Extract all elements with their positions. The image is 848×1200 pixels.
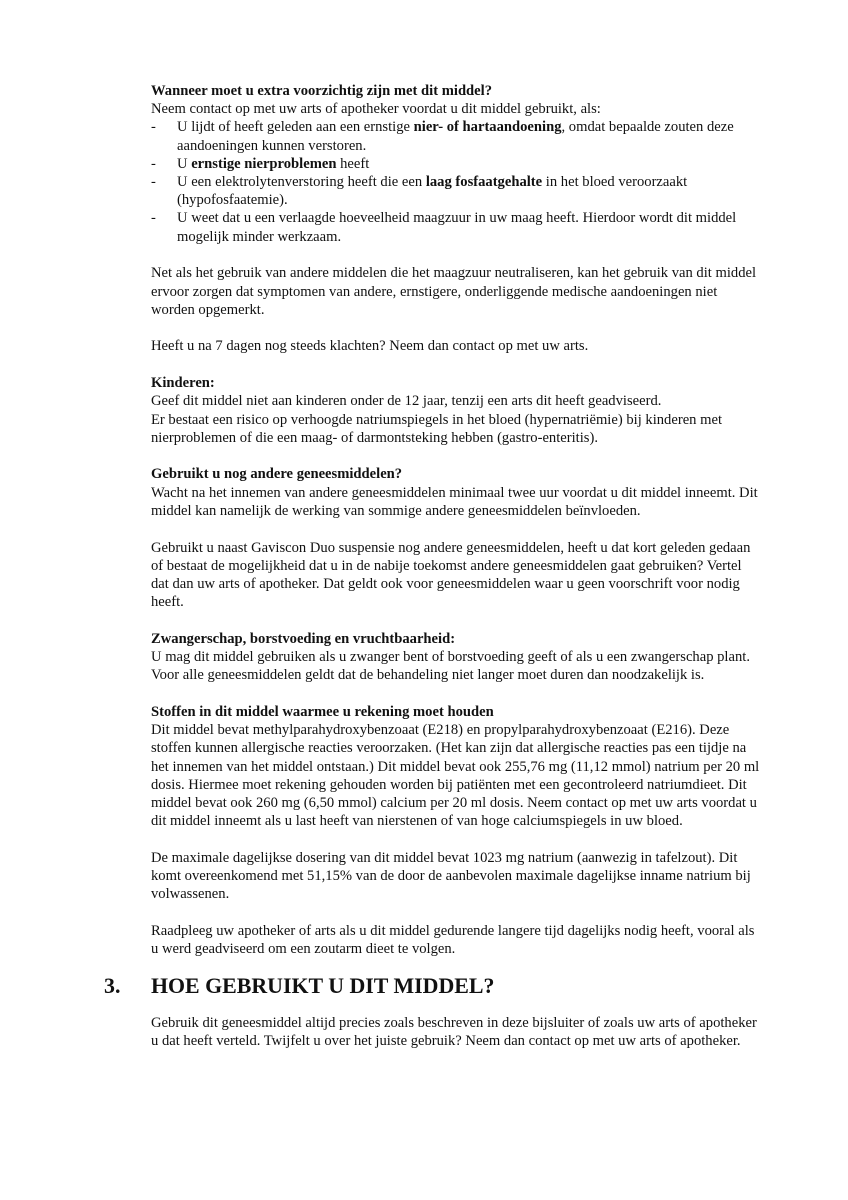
- children-line-age: Geef dit middel niet aan kinderen onder de 12 jaar, tenzij een arts dit heeft geadviseerd.: [151, 393, 662, 410]
- children-line-risk: Er bestaat een risico op verhoogde natriumspiegels in het bloed (hypernatriëmie) bij kinderen met nierproblemen of die een maag- of darmontsteking hebben (gastro-enteritis).: [151, 411, 722, 446]
- section-3-paragraph: Gebruik dit geneesmiddel altijd precies zoals beschreven in deze bijsluiter of zoals uw arts of apotheker u dat heeft verteld. Twijfelt u over het juiste gebruik? Neem dan contact op met uw arts of apotheker.: [151, 1014, 757, 1049]
- substances-paragraph-advice: Raadpleeg uw apotheker of arts als u dit middel gedurende langere tijd dagelijks nodig heeft, vooral als u werd geadviseerd om een zoutarm dieet te volgen.: [151, 923, 755, 958]
- item-text: U: [177, 155, 192, 172]
- caution-paragraph-seven-days: Heeft u na 7 dagen nog steeds klachten? Neem dan contact op met uw arts.: [151, 338, 589, 355]
- caution-list: [151, 118, 761, 245]
- caution-heading: Wanneer moet u extra voorzichtig zijn met dit middel?: [151, 83, 493, 99]
- children-heading: Kinderen:: [151, 375, 215, 392]
- caution-item-stomach-acid: [151, 209, 761, 245]
- item-text: in het bloed veroorzaakt (hypofosfaatemie).: [177, 174, 688, 209]
- substances-paragraph-ingredients: Dit middel bevat methylparahydroxybenzoaat (E218) en propylparahydroxybenzoaat (E216). Deze stoffen kunnen allergische reacties veroorzaken. (Het kan zijn dat allergische reacties pas een tijdje na het innemen van het middel ontstaan.) Dit middel bevat ook 255,76 mg (11,12 mmol) natrium per 20 ml dosis. Hiermee moet rekening gehouden worden bij patiënten met een gecontroleerd natriumdieet. Dit middel bevat ook 260 mg (6,50 mmol) calcium per 20 ml dosis. Neem contact op met uw arts voordat u dit middel inneemt als u last heeft van nierstenen of van hoge calciumspiegels in uw bloed.: [151, 722, 760, 830]
- other-medicines-paragraph-wait: Wacht na het innemen van andere geneesmiddelen minimaal twee uur voordat u dit middel inneemt. Dit middel kan namelijk de werking van sommige andere geneesmiddelen beïnvloeden.: [151, 484, 758, 519]
- item-text: U lijdt of heeft geleden aan een ernstige: [177, 119, 414, 136]
- section-3-heading: [104, 972, 761, 998]
- section-3-title: HOE GEBRUIKT U DIT MIDDEL?: [151, 972, 495, 998]
- item-emphasis: ernstige nierproblemen: [191, 155, 337, 172]
- caution-paragraph-symptoms: Net als het gebruik van andere middelen die het maagzuur neutraliseren, kan het gebruik van dit middel ervoor zorgen dat symptomen van andere, ernstigere, onderliggende medische aandoeningen niet worden opgemerkt.: [151, 265, 757, 318]
- caution-item-kidney: [151, 155, 761, 173]
- item-text: U weet dat u een verlaagde hoeveelheid maagzuur in uw maag heeft. Hierdoor wordt dit middel mogelijk minder werkzaam.: [177, 210, 737, 245]
- pregnancy-heading: Zwangerschap, borstvoeding en vruchtbaarheid:: [151, 630, 456, 647]
- other-medicines-heading: Gebruikt u nog andere geneesmiddelen?: [151, 466, 403, 483]
- other-medicines-paragraph-tell: Gebruikt u naast Gaviscon Duo suspensie nog andere geneesmiddelen, heeft u dat kort geleden gedaan of bestaat de mogelijkheid dat u in de nabije toekomst andere geneesmiddelen gaat gebruiken? Vertel dat dan uw arts of apotheker. Dat geldt ook voor geneesmiddelen waar u geen voorschrift voor nodig heeft.: [151, 539, 751, 611]
- caution-intro: Neem contact op met uw arts of apotheker voordat u dit middel gebruikt, als:: [151, 101, 601, 118]
- item-emphasis: laag fosfaatgehalte: [425, 174, 543, 191]
- pregnancy-paragraph: U mag dit middel gebruiken als u zwanger bent of borstvoeding geeft of als u een zwangerschap plant. Voor alle geneesmiddelen geldt dat de behandeling niet langer moet duren dan noodzakelijk is.: [151, 649, 750, 684]
- caution-item-kidney-heart: [151, 118, 761, 154]
- substances-paragraph-sodium: De maximale dagelijkse dosering van dit middel bevat 1023 mg natrium (aanwezig in tafelzout). Dit komt overeenkomend met 51,15% van de door de aanbevolen maximale dagelijkse inname natrium bij volwassenen.: [151, 849, 751, 903]
- item-text: , omdat bepaalde zouten deze aandoeningen kunnen verstoren.: [177, 119, 734, 154]
- item-emphasis: nier- of hartaandoening: [413, 119, 562, 136]
- page-content: [104, 82, 761, 1050]
- substances-heading: Stoffen in dit middel waarmee u rekening moet houden: [151, 703, 494, 720]
- section-3-number: 3.: [104, 972, 121, 998]
- caution-item-phosphate: [151, 173, 761, 209]
- item-text: heeft: [336, 155, 370, 172]
- item-text: U een elektrolytenverstoring heeft die een: [177, 174, 426, 191]
